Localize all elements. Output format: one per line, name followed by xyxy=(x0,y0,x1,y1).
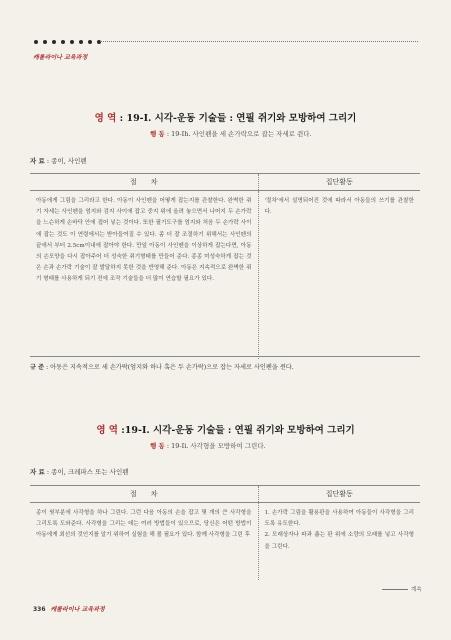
section1-group-header: 집단활동 xyxy=(258,174,420,191)
page-number: 336 xyxy=(33,606,46,613)
section1-group-text: '절차'에서 설명되어진 것에 따라서 아동들의 쓰기를 관찰한다. xyxy=(264,198,414,216)
section1-activity xyxy=(150,129,312,138)
section2-activity-text: : 19-Ii. 사각형을 모방하여 그린다. xyxy=(166,442,266,450)
header-rule xyxy=(100,41,418,42)
section2-domain-label: 영 역 xyxy=(96,425,118,436)
section1-activity-label: 행 동 xyxy=(150,130,165,138)
section2-group-item: 2. 모래상자나 파과 좁는 판 위에 소량의 모래를 넣고 사각형을 그린다. xyxy=(264,532,414,550)
section2-group-list xyxy=(258,503,420,581)
section2-activity xyxy=(150,441,266,450)
header-label: 캐롤라이나 교육과정 xyxy=(33,54,88,61)
page-footer xyxy=(33,604,105,613)
section2-materials-label: 자 료 xyxy=(30,468,45,476)
section2-materials xyxy=(30,467,129,476)
section1-procedure-text: 아동에게 그림을 그리라고 한다. 아동이 사인펜을 어떻게 잡는지를 관찰한다. 완벽한 쥐기 자세는 사인펜을 엄지와 검지 사이에 잡고 중지 위에 올려 놓으면서 나머지 두 손가락을 느슨하게 손바닥 안에 접어 넣는 것이다. 또한 필기도구를 엄지와 처음 두 손가락 사이에 잡는 것도 이 연령에서는 받아들여질 수 있다. 좀 더 잘 조절하기 위해서는 사인펜의 끝에서 부터 2.5cm이내에 잡아야 한다. 만일 아동이 사인펜을 이상하게 잡는다면, 아동의 손모양을 다시 잡아주어 더 성숙한 쥐기형태를 만들어 준다. 종종 미성숙하게 잡는 것은 손과 손가락 기술이 잘 발달하지 못한 것을 반영해 준다. 아동은 지속적으로 완벽한 쥐기 형태를 사용하게 되기 전에 조작 기술들을 더 많이 연습할 필요가 있다. xyxy=(30,191,258,360)
section1-title-text: : 19-I. 시각-운동 기술들 : 연필 쥐기와 모방하여 그리기 xyxy=(119,113,357,124)
section1-table xyxy=(30,173,420,359)
section2-title xyxy=(0,422,451,436)
section1-criteria xyxy=(30,362,294,371)
section1-criteria-label: 규 준 xyxy=(30,364,45,371)
section1-materials-label: 자 료 xyxy=(30,157,45,165)
section2-group-header: 집단활동 xyxy=(258,486,420,503)
section1-domain-label: 영 역 xyxy=(94,113,117,124)
continued-label: 계속 xyxy=(411,587,422,593)
section2-procedure-text: 종이 윗부분에 사각형을 하나 그린다. 그런 다음 아동의 손을 잡고 몇 개의 큰 사각형을 그리도록 도와준다. 사각형을 그리는 데는 여러 방법들이 있으므로, 당신은 어떤 방법이 아동에게 최선의 것인지를 알기 위하여 실험을 해 볼 필요가 있다. 함께 사각형을 그린 후 xyxy=(30,503,258,581)
header-dots xyxy=(34,40,101,44)
section1-materials-text: : 종이, 사인펜 xyxy=(46,157,87,165)
section1-activity-text: : 19-Ih. 사인펜을 세 손가락으로 잡는 자세로 쥔다. xyxy=(166,130,312,138)
section2-activity-label: 행 동 xyxy=(150,442,165,450)
section2-materials-text: : 종이, 크레파스 또는 사인펜 xyxy=(46,468,129,476)
section1-bottom-rule xyxy=(30,356,420,357)
section2-table xyxy=(30,485,420,580)
section1-materials xyxy=(30,156,87,165)
section1-procedure-header: 절 차 xyxy=(30,174,258,191)
footer-title: 캐롤라이나 교육과정 xyxy=(50,606,105,613)
section2-group-item: 1. 손가락 그림을 활용판을 사용하여 아동들이 사각형을 그리도록 유도한다. xyxy=(264,510,414,528)
section2-title-text: :19-I. 시각-운동 기술들 : 연필 쥐기와 모방하여 그리기 xyxy=(121,425,355,436)
continued-marker xyxy=(382,585,422,593)
section1-title xyxy=(0,110,451,124)
continued-dash xyxy=(382,589,408,590)
section1-criteria-text: : 아동은 지속적으로 세 손가락(엄지와 하나 혹은 두 손가락)으로 잡는 자세로 사인펜을 쥔다. xyxy=(46,364,294,371)
section2-procedure-header: 절 차 xyxy=(30,486,258,503)
